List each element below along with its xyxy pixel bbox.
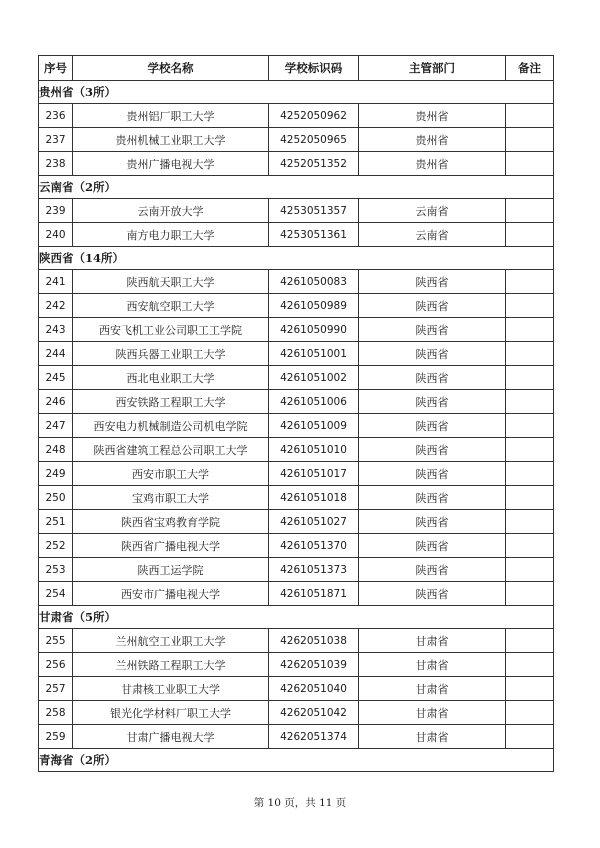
serial-number-cell: 258 [39,701,73,725]
school-code-cell: 4262051374 [269,725,359,749]
school-name-cell: 贵州机械工业职工大学 [73,128,269,152]
serial-number-cell: 241 [39,270,73,294]
serial-number-cell: 236 [39,104,73,128]
header-school-name: 学校名称 [73,56,269,81]
school-name-cell: 贵州铝厂职工大学 [73,104,269,128]
school-name-cell: 西安市职工大学 [73,462,269,486]
serial-number-cell: 252 [39,534,73,558]
province-group-row [39,247,554,270]
department-cell: 陕西省 [359,342,506,366]
serial-number-cell: 248 [39,438,73,462]
school-name-cell: 西安飞机工业公司职工工学院 [73,318,269,342]
serial-number-cell: 246 [39,390,73,414]
school-name-cell: 甘肃核工业职工大学 [73,677,269,701]
school-code-cell: 4261050990 [269,318,359,342]
table-row [39,677,554,701]
school-name-cell: 南方电力职工大学 [73,223,269,247]
table-row [39,510,554,534]
school-name-cell: 西北电业职工大学 [73,366,269,390]
province-group-title: 陕西省（14所） [39,247,554,270]
table-row [39,462,554,486]
school-code-cell: 4261051002 [269,366,359,390]
serial-number-cell: 245 [39,366,73,390]
school-code-cell: 4261050989 [269,294,359,318]
serial-number-cell: 238 [39,152,73,176]
province-group-row [39,606,554,629]
school-code-cell: 4253051357 [269,199,359,223]
remarks-cell [506,128,554,152]
school-code-cell: 4261050083 [269,270,359,294]
school-code-cell: 4252050962 [269,104,359,128]
school-code-cell: 4262051039 [269,653,359,677]
table-row [39,223,554,247]
serial-number-cell: 250 [39,486,73,510]
department-cell: 甘肃省 [359,725,506,749]
school-name-cell: 兰州航空工业职工大学 [73,629,269,653]
page-number: 第 10 页，共 11 页 [253,797,347,809]
table-row [39,152,554,176]
department-cell: 陕西省 [359,390,506,414]
table-row [39,342,554,366]
department-cell: 陕西省 [359,510,506,534]
school-name-cell: 银光化学材料厂职工大学 [73,701,269,725]
header-department: 主管部门 [359,56,506,81]
school-name-cell: 西安铁路工程职工大学 [73,390,269,414]
remarks-cell [506,104,554,128]
remarks-cell [506,510,554,534]
province-group-title: 青海省（2所） [39,749,554,772]
school-code-cell: 4261051010 [269,438,359,462]
table-body [39,81,554,772]
department-cell: 陕西省 [359,462,506,486]
table-row [39,390,554,414]
table-row [39,104,554,128]
province-group-row [39,749,554,772]
school-code-cell: 4261051027 [269,510,359,534]
school-name-cell: 西安电力机械制造公司机电学院 [73,414,269,438]
remarks-cell [506,152,554,176]
school-code-cell: 4261051001 [269,342,359,366]
remarks-cell [506,390,554,414]
school-code-cell: 4261051871 [269,582,359,606]
table-row [39,725,554,749]
table-row [39,534,554,558]
table-row [39,318,554,342]
remarks-cell [506,582,554,606]
school-name-cell: 陕西工运学院 [73,558,269,582]
remarks-cell [506,486,554,510]
school-name-cell: 西安市广播电视大学 [73,582,269,606]
header-serial-number: 序号 [39,56,73,81]
department-cell: 陕西省 [359,438,506,462]
school-code-cell: 4262051042 [269,701,359,725]
remarks-cell [506,342,554,366]
school-name-cell: 贵州广播电视大学 [73,152,269,176]
serial-number-cell: 259 [39,725,73,749]
province-group-title: 云南省（2所） [39,176,554,199]
province-group-title: 甘肃省（5所） [39,606,554,629]
province-group-title: 贵州省（3所） [39,81,554,104]
remarks-cell [506,701,554,725]
remarks-cell [506,438,554,462]
school-code-cell: 4261051009 [269,414,359,438]
remarks-cell [506,677,554,701]
school-name-cell: 陕西航天职工大学 [73,270,269,294]
department-cell: 陕西省 [359,270,506,294]
table-row [39,199,554,223]
department-cell: 云南省 [359,223,506,247]
remarks-cell [506,534,554,558]
serial-number-cell: 253 [39,558,73,582]
department-cell: 云南省 [359,199,506,223]
school-name-cell: 陕西省宝鸡教育学院 [73,510,269,534]
header-school-code: 学校标识码 [269,56,359,81]
department-cell: 甘肃省 [359,677,506,701]
school-code-cell: 4261051006 [269,390,359,414]
department-cell: 甘肃省 [359,629,506,653]
remarks-cell [506,270,554,294]
school-code-cell: 4261051018 [269,486,359,510]
school-code-cell: 4261051370 [269,534,359,558]
department-cell: 甘肃省 [359,701,506,725]
department-cell: 陕西省 [359,294,506,318]
school-name-cell: 西安航空职工大学 [73,294,269,318]
province-group-row [39,176,554,199]
serial-number-cell: 251 [39,510,73,534]
table-row [39,366,554,390]
serial-number-cell: 256 [39,653,73,677]
serial-number-cell: 240 [39,223,73,247]
department-cell: 陕西省 [359,414,506,438]
department-cell: 陕西省 [359,582,506,606]
department-cell: 贵州省 [359,128,506,152]
school-name-cell: 云南开放大学 [73,199,269,223]
remarks-cell [506,653,554,677]
department-cell: 陕西省 [359,558,506,582]
table-row [39,653,554,677]
school-name-cell: 陕西省建筑工程总公司职工大学 [73,438,269,462]
header-remarks: 备注 [506,56,554,81]
school-list-table [38,55,554,772]
table-row [39,414,554,438]
table-row [39,582,554,606]
department-cell: 陕西省 [359,486,506,510]
table-row [39,629,554,653]
school-code-cell: 4252051352 [269,152,359,176]
serial-number-cell: 244 [39,342,73,366]
serial-number-cell: 249 [39,462,73,486]
school-code-cell: 4262051038 [269,629,359,653]
serial-number-cell: 243 [39,318,73,342]
school-code-cell: 4262051040 [269,677,359,701]
serial-number-cell: 239 [39,199,73,223]
school-code-cell: 4261051373 [269,558,359,582]
remarks-cell [506,629,554,653]
remarks-cell [506,462,554,486]
school-name-cell: 兰州铁路工程职工大学 [73,653,269,677]
table-row [39,558,554,582]
table-row [39,486,554,510]
department-cell: 甘肃省 [359,653,506,677]
serial-number-cell: 237 [39,128,73,152]
remarks-cell [506,366,554,390]
remarks-cell [506,294,554,318]
school-name-cell: 甘肃广播电视大学 [73,725,269,749]
serial-number-cell: 255 [39,629,73,653]
table-row [39,128,554,152]
department-cell: 贵州省 [359,104,506,128]
remarks-cell [506,318,554,342]
department-cell: 贵州省 [359,152,506,176]
table-row [39,701,554,725]
serial-number-cell: 247 [39,414,73,438]
table-header-row [39,56,554,81]
school-code-cell: 4252050965 [269,128,359,152]
serial-number-cell: 257 [39,677,73,701]
remarks-cell [506,199,554,223]
table-row [39,270,554,294]
remarks-cell [506,223,554,247]
school-code-cell: 4261051017 [269,462,359,486]
school-name-cell: 陕西省广播电视大学 [73,534,269,558]
remarks-cell [506,725,554,749]
remarks-cell [506,558,554,582]
school-name-cell: 陕西兵器工业职工大学 [73,342,269,366]
province-group-row [39,81,554,104]
table-row [39,438,554,462]
department-cell: 陕西省 [359,318,506,342]
serial-number-cell: 242 [39,294,73,318]
remarks-cell [506,414,554,438]
school-name-cell: 宝鸡市职工大学 [73,486,269,510]
school-code-cell: 4253051361 [269,223,359,247]
department-cell: 陕西省 [359,366,506,390]
department-cell: 陕西省 [359,534,506,558]
table-row [39,294,554,318]
serial-number-cell: 254 [39,582,73,606]
